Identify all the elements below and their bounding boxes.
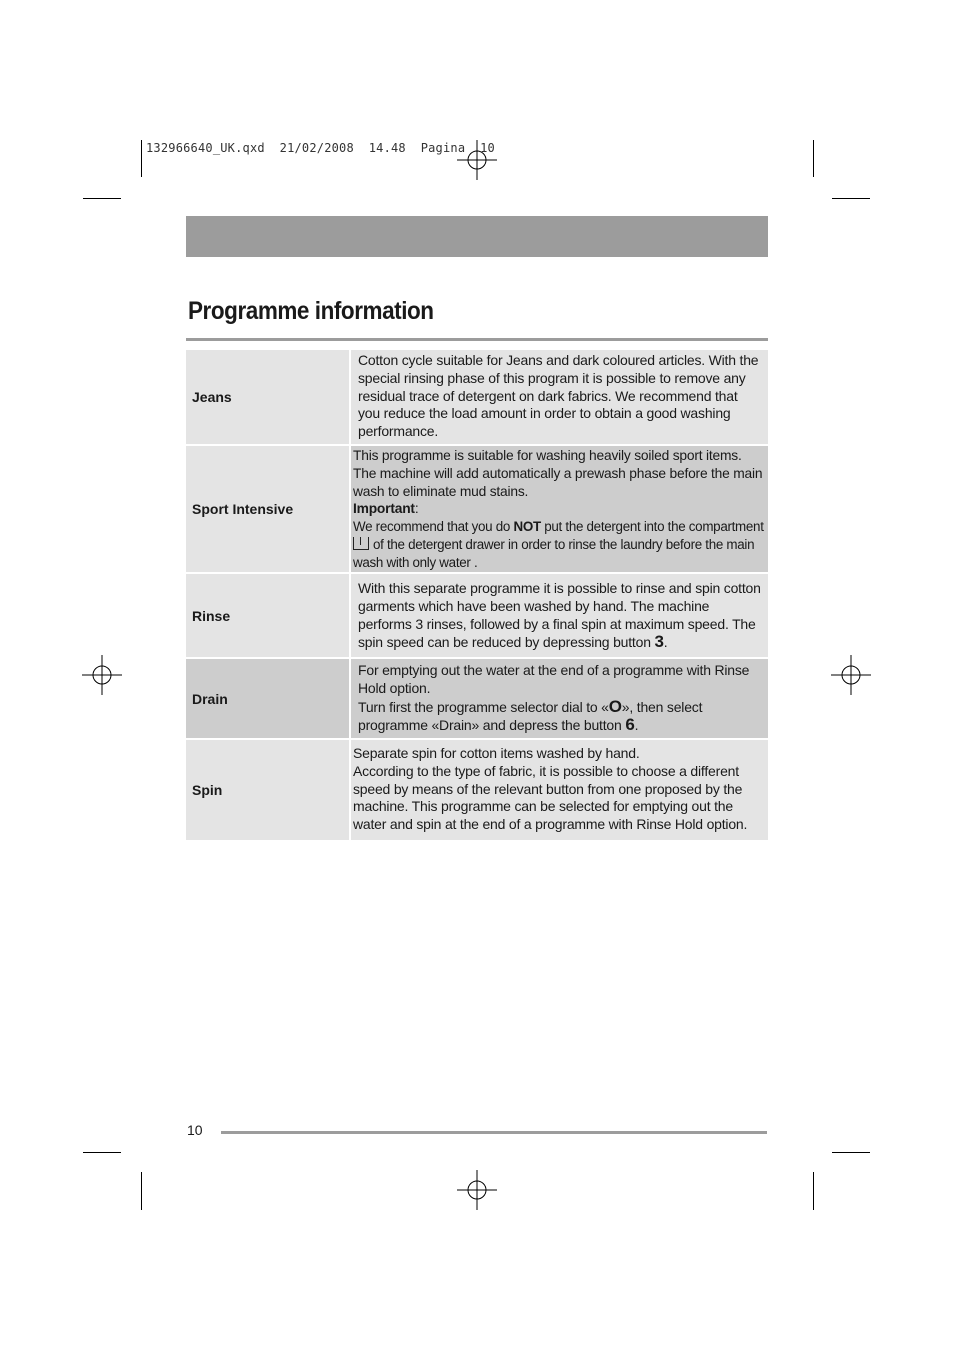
important-label: Important <box>353 501 415 517</box>
programme-name-jeans: Jeans <box>186 350 349 444</box>
page-title: Programme information <box>188 297 434 325</box>
registration-mark-icon <box>457 1170 497 1210</box>
important-text <box>353 518 766 571</box>
table-row <box>186 446 768 572</box>
dial-position-symbol: O <box>608 696 622 716</box>
description-text: This programme is suitable for washing heavily soiled sport items. The machine will add automatically a prewash phase before the main wash to eliminate mud stains. <box>353 448 763 499</box>
description-text: With this separate programme it is possible to rinse and spin cotton garments which have been washed by hand. The machine performs 3 rinses, followed by a final spin at maximum speed. The spin speed can be reduced by depressing button 3. <box>358 580 761 652</box>
programme-name-drain: Drain <box>186 659 349 738</box>
programme-description-jeans <box>351 350 768 444</box>
description-text: Separate spin for cotton items washed by hand. <box>353 745 640 761</box>
print-slug: 132966640_UK.qxd 21/02/2008 14.48 Pagina 10 <box>146 141 495 155</box>
footer-rule <box>221 1131 767 1134</box>
programme-description-spin <box>351 740 768 840</box>
programme-description-rinse <box>351 574 768 657</box>
title-rule <box>186 338 768 341</box>
programme-name-spin: Spin <box>186 740 349 840</box>
programme-description-sport-intensive <box>351 446 768 572</box>
registration-mark-icon <box>82 655 122 695</box>
table-row <box>186 740 768 840</box>
registration-mark-icon <box>831 655 871 695</box>
programme-name-sport-intensive: Sport Intensive <box>186 446 349 572</box>
description-text: According to the type of fabric, it is possible to choose a different speed by means of the relevant button from one proposed by the machine. This programme can be selected for emptying out the water and spin at the end of a programme with Rinse Hold option. <box>353 762 748 833</box>
important-post: of the detergent drawer in order to rinse the laundry before the main wash with only water . <box>353 536 755 570</box>
table-row <box>186 659 768 738</box>
header-band <box>186 216 768 257</box>
table-row <box>186 574 768 657</box>
drain-text-pre: Turn first the programme selector dial to « <box>358 698 609 715</box>
button-number: 6 <box>625 715 635 735</box>
description-text: Cotton cycle suitable for Jeans and dark coloured articles. With the special rinsing phase of this program it is possible to remove any residual trace of detergent on dark fabrics. We recommend that you reduce the load amount in order to obtain a good washing performance. <box>358 352 759 440</box>
drain-text-post: », then select programme «Drain» and depress the button <box>358 698 703 734</box>
important-heading: Important: <box>353 501 419 517</box>
table-row <box>186 350 768 444</box>
button-number: 3 <box>654 632 664 652</box>
rinse-text: With this separate programme it is possible to rinse and spin cotton garments which have been washed by hand. The machine performs 3 rinses, followed by a final spin at maximum speed. The spin speed can be reduced by depressing button <box>358 580 761 651</box>
prewash-compartment-icon <box>353 537 369 550</box>
programme-name-rinse: Rinse <box>186 574 349 657</box>
page-number: 10 <box>187 1122 203 1138</box>
registration-mark-icon <box>457 140 497 180</box>
important-pre: We recommend that you do <box>353 519 511 535</box>
programme-description-drain <box>351 659 768 738</box>
description-text: Turn first the programme selector dial to «O», then select programme «Drain» and depress the button 6. <box>358 696 703 735</box>
important-mid: put the detergent into the compartment <box>544 519 764 535</box>
programme-table <box>186 350 768 840</box>
description-text: For emptying out the water at the end of a programme with Rinse Hold option. <box>358 662 750 696</box>
important-not: NOT <box>513 519 541 535</box>
